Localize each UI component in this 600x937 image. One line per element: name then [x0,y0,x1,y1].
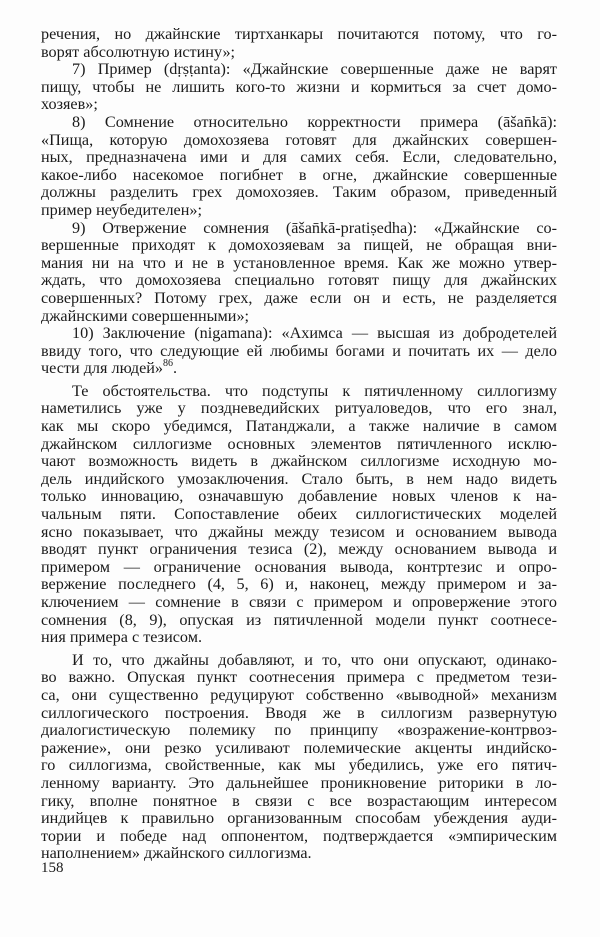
line-text: ключением — сомнение в связи с примером и опровержение этого [41,593,557,611]
line-text: наполнением» джайнского силлогизма. [41,844,312,863]
line-text: только инновацию, означавшую добавление новых членов к на- [41,487,557,506]
page-number: 158 [41,860,64,876]
text-line [41,524,557,542]
line-text: чести для людей» [41,359,164,378]
text-line [41,559,557,577]
line-text: должны разделить грех домохозяев. Таким образом, приведенный [41,183,557,202]
text-line [41,828,557,846]
text-line [41,79,557,97]
line-text: во важно. Опуская пункт соотнесения примера с предметом тези- [41,668,557,687]
paragraph [41,220,557,326]
text-line [41,793,557,811]
text-line [41,488,557,506]
line-text: силлогического построения. Вводя же в силлогизм развернутую [41,703,557,722]
text-line [41,705,557,723]
text-line [41,471,557,489]
text-line [41,652,557,670]
line-text: И то, что джайны добавляют, и то, что они опускают, одинако- [72,650,557,669]
line-text: 7) Пример (dṛṣṭanta): «Джайнские совершенные даже не варят [72,60,557,79]
line-text: индийцев к правильно организованным способам убеждения ауди- [41,809,557,828]
text-line [41,775,557,793]
text-line [41,44,557,62]
line-text: диалогистическую полемику по принципу «возражение-контрвоз- [41,721,557,740]
line-text: ленному варианту. Это дальнейшее проникновение риторики в ло- [41,773,557,792]
line-text: «Пища, которую домохозяева готовят для джайнских совершен- [41,130,557,149]
text-line [41,594,557,612]
text-line [41,167,557,185]
text-line [41,757,557,775]
line-text: 9) Отвержение сомнения (āšan̄kā-pratiṣedha): «Джайнские со- [72,218,557,237]
line-text: пример неубедителен»; [41,200,202,219]
text-line [41,290,557,308]
text-line [41,184,557,202]
line-text: чальным пяти. Сопоставление обеих силлогистических моделей [41,505,557,524]
text-line [41,418,557,436]
text-line [41,272,557,290]
line-text: са, они существенно редуцируют собственно «выводной» механизм [41,685,557,704]
text-line [41,506,557,524]
text-line [41,114,557,132]
line-text: наметились уже у поздневедийских ритуаловедов, что его знал, [41,399,557,418]
line-text: вержение последнего (4, 5, 6) и, наконец, между примером и за- [41,575,557,594]
text-line [41,149,557,167]
paragraph [41,325,557,378]
text-line [41,26,557,44]
line-text: как мы скоро убедимся, Патанджали, а также наличие в самом [41,417,557,436]
line-text: хозяев»; [41,95,98,114]
line-text: чают возможность видеть в джайнском силлогизме исходную мо- [41,452,557,471]
line-text: го силлогизма, свойственные, как мы убедились, уже его пятич- [41,756,557,775]
line-text: ввиду того, что следующие ей любимы богами и почитать их — дело [41,341,557,360]
text-line [41,383,557,401]
line-text: Те обстоятельства. что подступы к пятичленному силлогизму [72,381,557,400]
line-text: вершенные приходят к домохозяевам за пищей, не обращая вни- [41,236,557,255]
text-line [41,810,557,828]
footnote-marker: 86 [163,358,174,370]
line-text: примером — ограничение основания вывода, контртезис и опро- [41,557,557,576]
text-line [41,669,557,687]
text-line [41,576,557,594]
paragraph [41,652,557,863]
paragraph [41,383,557,647]
line-text: 10) Заключение (nigamana): «Ахимса — высшая из добродетелей [72,324,557,343]
text-line [41,400,557,418]
text-line [41,220,557,238]
line-text: пищу, чтобы не лишить кого-то жизни и кормиться за счет домо- [41,77,557,96]
text-line [41,687,557,705]
line-text: 8) Сомнение относительно корректности примера (āšan̄kā): [72,112,557,131]
line-text: какое-либо насекомое погибнет в огне, джайнские совершенные [41,165,557,184]
line-text: ных, предназначена ими и для самих себя. Если, следовательно, [41,148,557,167]
line-text: ждать, что домохозяева специально готовят пищу для джайнских [41,271,557,290]
line-text: сомнения (8, 9), опуская из пятичленной модели пункт соотнесе- [41,610,557,629]
line-text: дель индийского умозаключения. Стало быть, в нем надо видеть [41,469,557,488]
line-text: вводят пункт ограничения тезиса (2), между основанием вывода и [41,540,557,559]
line-text: ясно показывает, что джайны между тезисом и основанием вывода [41,522,557,541]
text-line [41,237,557,255]
body-text [41,26,557,863]
text-line [41,845,557,863]
text-line [41,255,557,273]
text-line [41,722,557,740]
paragraph [41,26,557,61]
line-text: ражение», они резко усиливают полемические акценты индийско- [41,738,557,757]
text-line [41,202,557,220]
line-text: тории и победе над оппонентом, подтверждается «эмпирическим [41,826,557,845]
paragraph [41,61,557,114]
text-line [41,436,557,454]
line-text: гику, вполне понятное в связи с все возрастающим интересом [41,791,557,810]
paragraph [41,114,557,220]
text-line [41,541,557,559]
text-line [41,96,557,114]
text-line [41,612,557,630]
line-text: ния примера с тезисом. [41,628,202,647]
text-line [41,740,557,758]
text-line [41,61,557,79]
footnote-punctuation: . [173,359,178,378]
text-line [41,132,557,150]
line-text: джайнском силлогизме основных элементов пятичленного исклю- [41,434,557,453]
line-text: ворят абсолютную истину»; [41,42,236,61]
text-line [41,308,557,326]
text-line [41,629,557,647]
text-line [41,343,557,361]
text-line [41,325,557,343]
line-text: мания ни на что и не в установленное время. Как же можно утвер- [41,253,557,272]
text-line [41,453,557,471]
text-line [41,360,557,378]
line-text: речения, но джайнские тиртханкары почитаются потому, что го- [41,25,557,43]
line-text: джайнскими совершенными»; [41,306,250,325]
line-text: совершенных? Потому грех, даже если он и есть, не разделяется [41,288,557,307]
